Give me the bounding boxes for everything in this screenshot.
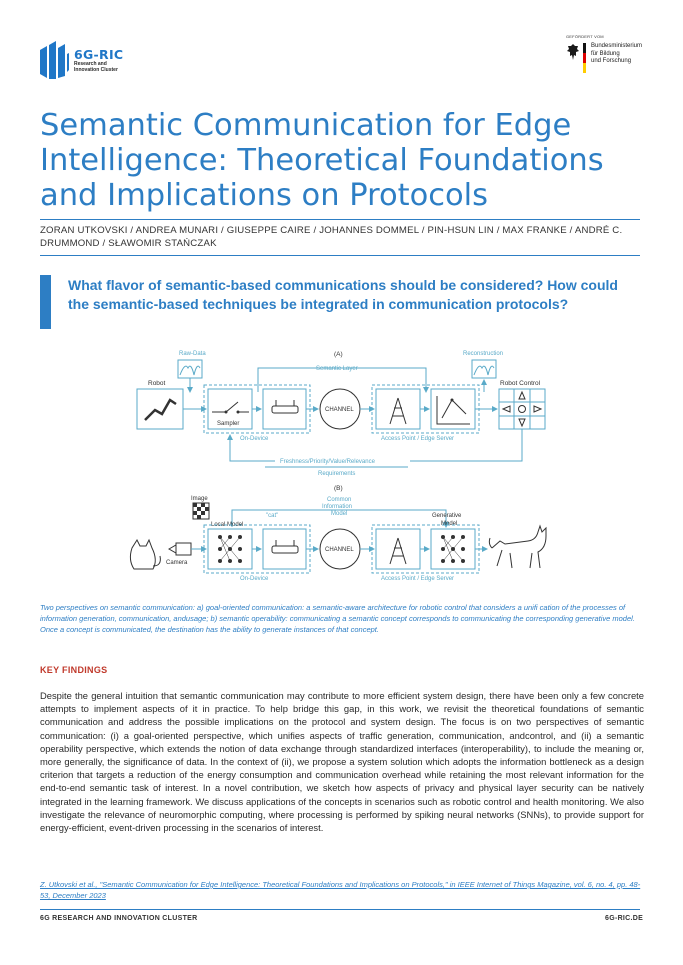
panel-b-label: (B) (334, 485, 343, 492)
reconstruction-label: Reconstruction (463, 351, 504, 357)
center-button-icon (519, 406, 526, 413)
bmbf-logo (566, 34, 666, 73)
access-point-box-b (376, 529, 420, 569)
robot-control-label: Robot Control (500, 380, 541, 387)
figure-diagram (0, 340, 683, 595)
semantic-layer-label: Semantic Layer (316, 366, 358, 372)
channel-label-a: CHANNEL (325, 407, 354, 413)
funder-label: GEFÖRDERT VOM (566, 34, 604, 39)
control-graph-icon (442, 400, 466, 418)
access-point-label-b: Access Point / Edge Server (381, 576, 455, 582)
reconstruction-wave-icon (472, 360, 496, 378)
german-flag-icon (583, 43, 586, 73)
logo-name: 6G-RIC (74, 46, 124, 62)
sampler-switch-icon (212, 402, 249, 412)
footer-website[interactable]: 6G-RIC.DE (605, 915, 644, 922)
key-findings-body: Despite the general intuition that semantic communication may contribute to more efficient system design, there have been only a few concrete attempts to implement aspects of it in practice. To help bridge this gap, in this work, we revisit the theoretical foundations of semantic communication and address the possible implications on the protocol and system design. The focus is on two perspectives of semantic communication: (i) a goal-oriented perspective, which unifies aspects of traffic generation, communication, andcontrol, and (ii) a semantic operability perspective, which extends the notion of data exchange through standardized interfaces (interoperability), to include the meaning or, more generally, the significance of data. In the context of (ii), we propose a system solution which adopts the information bottleneck as a design criterion that targets a reduction of the energy consumption and communication overhead while retaining the most relevant information for the end-to-end semantic task of interest. In a novel contribution, we sketch how aspects of privacy and physical layer security can be natively integrated in the learning framework. We discuss applications of the concepts in scenarios such as robotic control and health monitoring. We also investigate the relevance of neuromorphic computing, where processing is performed by spiking neural networks (SNNs), to provide support for energy-efficient, event-driven processing in the scenarios of interest. (40, 690, 644, 834)
camera-icon (176, 543, 191, 555)
image-label: Image (191, 496, 208, 502)
ministry-line-3: und Forschung (591, 58, 632, 64)
transmitter-box-a (263, 389, 306, 429)
controller-box (431, 389, 475, 429)
image-pixel-icon (193, 503, 209, 519)
requirements-label: Requirements (318, 471, 356, 477)
transmitter-box-b (263, 529, 306, 569)
cat-label: "cat" (266, 513, 279, 519)
key-findings-heading: KEY FINDINGS (40, 665, 108, 675)
camera-label: Camera (166, 560, 188, 566)
cat-walking-icon (489, 526, 546, 568)
eagle-icon (566, 43, 580, 61)
arrow-down-icon (519, 419, 525, 426)
access-point-label-a: Access Point / Edge Server (381, 436, 455, 442)
channel-label-b: CHANNEL (325, 547, 354, 553)
raw-data-wave-icon (178, 360, 202, 378)
raw-data-label: Raw-Data (179, 351, 206, 357)
cat-sitting-icon (130, 540, 155, 569)
6g-ric-logo-icon (38, 40, 70, 80)
antenna-tower-icon-b (390, 538, 406, 564)
sampler-label: Sampler (217, 421, 240, 427)
generative-model-label-1: Generative (432, 513, 462, 519)
logo-subtitle-1: Research and (74, 60, 107, 67)
robot-control-pad (499, 389, 545, 429)
title-rule (40, 219, 640, 220)
ministry-line-2: für Bildung (591, 50, 620, 57)
local-model-label: Local Model (211, 522, 244, 528)
question-accent-bar (40, 275, 51, 329)
access-point-box-a (376, 389, 420, 429)
on-device-label-a: On-Device (240, 436, 269, 442)
research-question: What flavor of semantic-based communications should be considered? How could the semantic-based techniques be integrated in communication protocols? (68, 277, 618, 312)
page-title: Semantic Communication for Edge Intelligence: Theoretical Foundations and Implications on Protocols (40, 108, 604, 213)
arrow-right-icon (534, 406, 541, 412)
logo-subtitle-2: Innovation Cluster (74, 66, 118, 73)
freshness-label: Freshness/Priority/Value/Relevance (280, 459, 375, 465)
citation-link[interactable]: Z. Utkovski et al., "Semantic Communication for Edge Intelligence: Theoretical Foundations and Implications on Protocols," in IEEE Internet of Things Magazine, vol. 6, no. 4, pp. 48-53, December 2023 (40, 880, 641, 900)
on-device-label-b: On-Device (240, 576, 269, 582)
common-info-label-2: Information (322, 504, 353, 510)
robot-label: Robot (148, 380, 166, 387)
antenna-tower-icon (390, 398, 406, 424)
common-info-label-3: Model (331, 511, 348, 517)
router-icon (272, 406, 298, 413)
generative-model-label-2: Model (441, 521, 458, 527)
footer-cluster-name: 6G RESEARCH AND INNOVATION CLUSTER (40, 915, 198, 922)
ministry-line-1: Bundesministerium (591, 43, 643, 49)
robot-arm-icon (145, 400, 176, 420)
6g-ric-logo (38, 40, 123, 80)
panel-a-label: (A) (334, 351, 343, 358)
router-icon-b (272, 546, 298, 553)
authors-rule (40, 255, 640, 256)
footer-rule (40, 909, 640, 910)
authors: ZORAN UTKOVSKI / ANDREA MUNARI / GIUSEPPE CAIRE / JOHANNES DOMMEL / PIN-HSUN LIN / MAX FRANKE / ANDRÉ C. DRUMMOND / SŁAWOMIR STAŃCZAK (40, 225, 623, 249)
robot-box (137, 389, 183, 429)
figure-caption: Two perspectives on semantic communication: a) goal-oriented communication: a semantic-aware architecture for robotic control that considers a unifi cation of the processes of information generation, communication, andusage; b) semantic operability: communicating a semantic concept corresponds to communicating the corresponding generative model. Once a concept is communicated, the destination has the ability to generate instances of that concept. (40, 603, 635, 634)
common-info-label-1: Common (327, 497, 352, 503)
arrow-left-icon (503, 406, 510, 412)
arrow-up-icon (519, 392, 525, 399)
